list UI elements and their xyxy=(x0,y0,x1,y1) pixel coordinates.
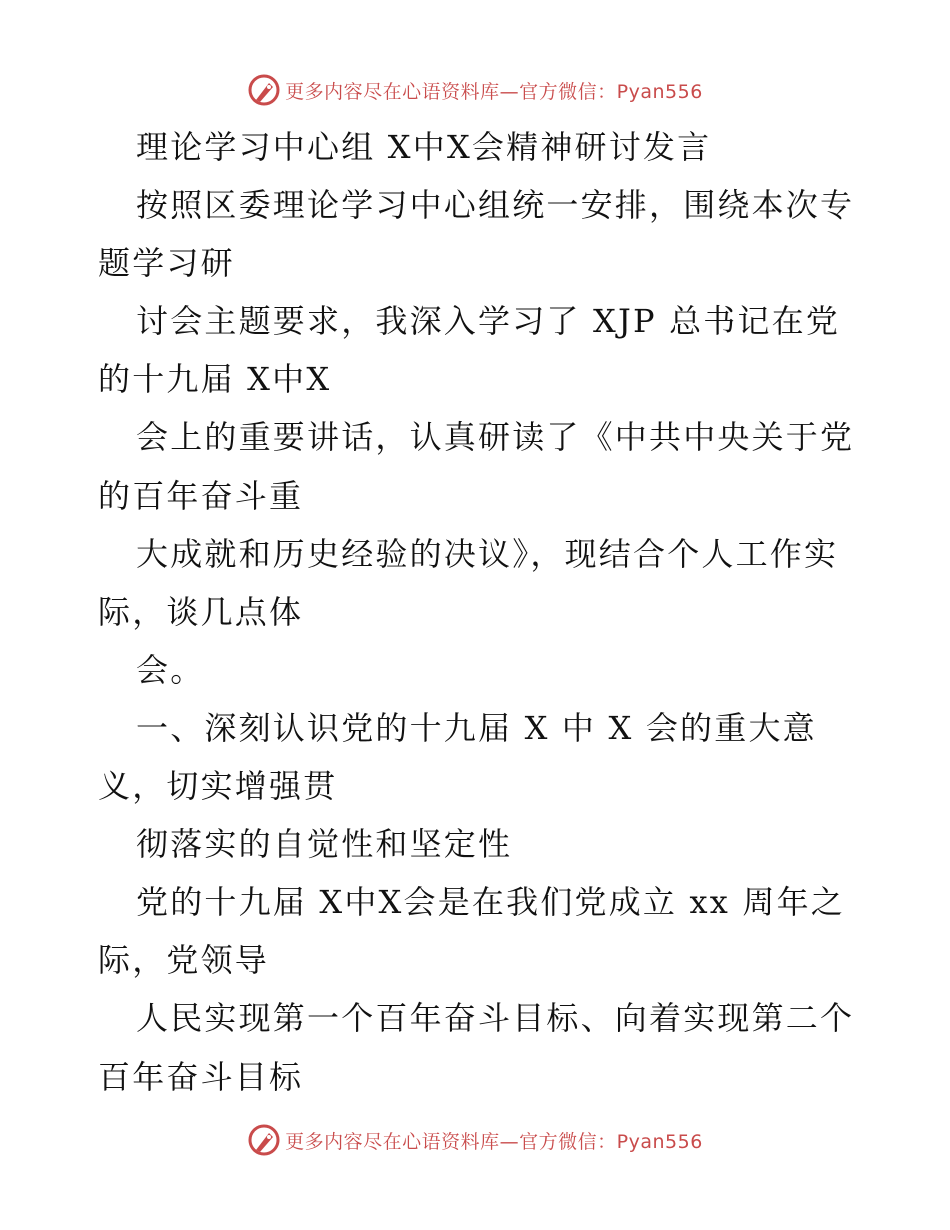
watermark-header xyxy=(0,70,950,110)
text-line: 题学习研 xyxy=(98,244,235,283)
text-line: 会上的重要讲话，认真研读了《中共中央关于党 xyxy=(136,418,855,457)
text-line: 讨会主题要求，我深入学习了 XJP 总书记在党 xyxy=(136,302,841,341)
text-line: 际，党领导 xyxy=(98,941,270,980)
text-line: 大成就和历史经验的决议》，现结合个人工作实 xyxy=(136,534,839,573)
section-heading: 义，切实增强贯 xyxy=(98,767,338,806)
section-heading: 彻落实的自觉性和坚定性 xyxy=(136,825,513,864)
text-line: 会。 xyxy=(136,650,205,689)
pen-nib-logo-icon xyxy=(247,73,281,107)
section-heading: 一、深刻认识党的十九届 X 中 X 会的重大意 xyxy=(136,708,817,747)
watermark-text: 更多内容尽在心语资料库—官方微信：Pyan556 xyxy=(285,1130,703,1153)
text-line: 的十九届 X中X xyxy=(98,360,332,399)
text-line: 按照区委理论学习中心组统一安排，围绕本次专 xyxy=(136,186,855,225)
text-line: 党的十九届 X中X会是在我们党成立 xx 周年之 xyxy=(136,883,845,922)
watermark-footer xyxy=(0,1120,950,1160)
pen-nib-logo-icon xyxy=(247,1123,281,1157)
text-line: 的百年奋斗重 xyxy=(98,476,304,515)
document-title: 理论学习中心组 X中X会精神研讨发言 xyxy=(136,128,712,166)
document-body xyxy=(98,118,858,1106)
text-line: 百年奋斗目标 xyxy=(98,1057,304,1096)
text-line: 人民实现第一个百年奋斗目标、向着实现第二个 xyxy=(136,999,855,1038)
watermark-text: 更多内容尽在心语资料库—官方微信：Pyan556 xyxy=(285,80,703,103)
text-line: 际，谈几点体 xyxy=(98,592,304,631)
